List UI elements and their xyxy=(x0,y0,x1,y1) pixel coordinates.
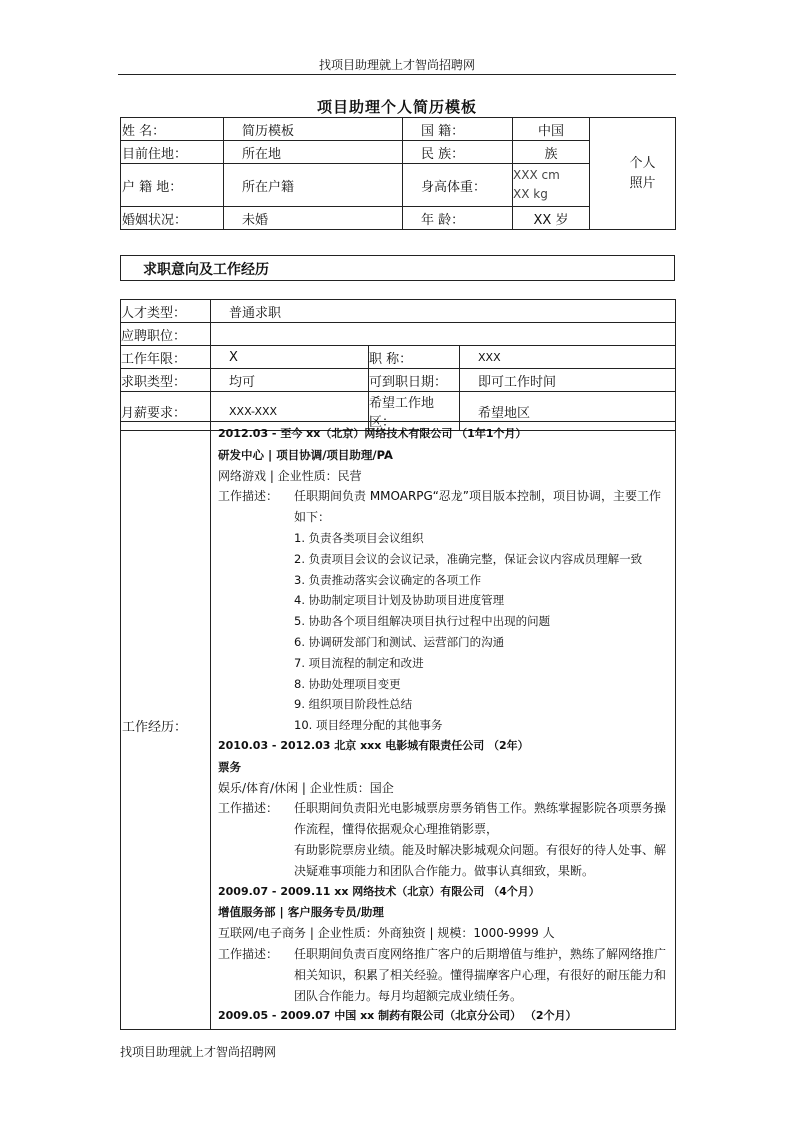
job-description xyxy=(218,486,671,528)
job-header: 2012.03 - 至今 xx（北京）网络技术有限公司 （1年1个月） xyxy=(218,427,527,440)
duty-item: 2. 负责项目会议的会议记录，准确完整，保证会议内容成员理解一致 xyxy=(294,551,643,566)
jobtype-value: 均可 xyxy=(211,369,369,392)
weight-value: XX kg xyxy=(513,187,548,201)
name-label: 姓 名： xyxy=(121,118,224,141)
description-label: 工作描述： xyxy=(218,489,279,504)
job-header: 2009.07 - 2009.11 xx 网络技术（北京）有限公司 （4个月） xyxy=(218,884,540,898)
description-text: 任职期间负责百度网络推广客户的后期增值与维护，熟练了解网络推广相关知识，积累了相关经验。懂得揣摩客户心理，有很好的耐压能力和团队合作能力。每月均超额完成业绩任务。 xyxy=(294,946,667,1003)
marital-label: 婚姻状况： xyxy=(121,207,224,230)
age-value: XX 岁 xyxy=(513,207,590,230)
area-label: 希望工作地区： xyxy=(369,392,460,431)
nationality-value: 中国 xyxy=(513,118,590,141)
position-label: 应聘职位： xyxy=(121,323,211,346)
job-industry: 网络游戏 | 企业性质：民营 xyxy=(218,468,362,483)
description-label: 工作描述： xyxy=(218,801,279,816)
marital-value: 未婚 xyxy=(224,207,403,230)
ethnicity-value: 族 xyxy=(513,141,590,164)
photo-text-2: 照片 xyxy=(629,175,656,191)
height-weight-value xyxy=(513,164,590,207)
duty-item: 6. 协调研发部门和测试、运营部门的沟通 xyxy=(294,634,505,649)
duty-item: 8. 协助处理项目变更 xyxy=(294,676,401,691)
age-label: 年 龄： xyxy=(403,207,513,230)
section-heading: 求职意向及工作经历 xyxy=(143,262,269,278)
job-description xyxy=(218,798,671,881)
area-value: 希望地区 xyxy=(460,392,676,431)
page-footer: 找项目助理就上才智尚招聘网 xyxy=(120,1045,277,1059)
jobtitle-label: 职 称： xyxy=(369,346,460,369)
start-date-value: 即可工作时间 xyxy=(460,369,676,392)
experience-label: 工作经历： xyxy=(121,422,211,1030)
job-industry: 娱乐/体育/休闲 | 企业性质：国企 xyxy=(218,780,394,795)
header-rule xyxy=(118,74,676,75)
salary-label: 月薪要求： xyxy=(121,392,211,431)
duty-item: 10. 项目经理分配的其他事务 xyxy=(294,718,443,733)
job-intent-table xyxy=(120,299,676,431)
hukou-label: 户 籍 地： xyxy=(121,164,224,207)
start-date-label: 可到职日期： xyxy=(369,369,460,392)
jobtitle-value: XXX xyxy=(460,346,676,369)
page-header: 找项目助理就上才智尚招聘网 xyxy=(318,58,475,72)
duty-item: 9. 组织项目阶段性总结 xyxy=(294,697,413,712)
talent-type-label: 人才类型： xyxy=(121,300,211,323)
work-experience-table xyxy=(120,421,676,1030)
name-value: 简历模板 xyxy=(224,118,403,141)
ethnicity-label: 民 族： xyxy=(403,141,513,164)
photo-placeholder xyxy=(590,118,676,230)
section-heading-box xyxy=(120,255,675,281)
residence-label: 目前住地： xyxy=(121,141,224,164)
years-label: 工作年限： xyxy=(121,346,211,369)
height-weight-label: 身高体重： xyxy=(403,164,513,207)
duty-item: 5. 协助各个项目组解决项目执行过程中出现的问题 xyxy=(294,614,551,629)
residence-value: 所在地 xyxy=(224,141,403,164)
description-label: 工作描述： xyxy=(218,946,279,961)
job-header: 2009.05 - 2009.07 中国 xx 制药有限公司（北京分公司） （2个月） xyxy=(218,1009,577,1023)
job-department: 增值服务部 | 客户服务专员/助理 xyxy=(218,905,384,920)
job-department: 票务 xyxy=(218,759,241,774)
job-header: 2010.03 - 2012.03 北京 xxx 电影城有限责任公司 （2年） xyxy=(218,738,529,752)
talent-type-value: 普通求职 xyxy=(211,300,676,323)
job-department: 研发中心 | 项目协调/项目助理/PA xyxy=(218,447,393,462)
personal-info-table xyxy=(120,117,676,230)
description-paragraph: 任职期间负责阳光电影城票房票务销售工作。熟练掌握影院各项票务操作流程，懂得依据观众心理推销影票， xyxy=(294,801,667,837)
duty-item: 1. 负责各类项目会议组织 xyxy=(294,530,424,545)
duty-item: 3. 负责推动落实会议确定的各项工作 xyxy=(294,572,482,587)
salary-value: XXX-XXX xyxy=(211,392,369,431)
position-value xyxy=(211,323,676,346)
nationality-label: 国 籍： xyxy=(403,118,513,141)
document-title: 项目助理个人简历模板 xyxy=(316,98,477,116)
photo-text-1: 个人 xyxy=(629,155,656,171)
experience-body xyxy=(211,422,676,1030)
job-description xyxy=(218,944,671,1006)
job-industry: 互联网/电子商务 | 企业性质：外商独资 | 规模：1000-9999 人 xyxy=(218,926,555,941)
hukou-value: 所在户籍 xyxy=(224,164,403,207)
description-text xyxy=(294,798,671,881)
height-value: XXX cm xyxy=(513,168,560,182)
description-text: 任职期间负责 MMOARPG“忍龙”项目版本控制，项目协调，主要工作如下： xyxy=(294,489,662,525)
duty-item: 7. 项目流程的制定和改进 xyxy=(294,655,424,670)
description-paragraph: 有助影院票房业绩。能及时解决影城观众问题。有很好的待人处事、解决疑难事项能力和团队合作能力。做事认真细致，果断。 xyxy=(294,842,667,878)
duty-item: 4. 协助制定项目计划及协助项目进度管理 xyxy=(294,593,505,608)
years-value: X xyxy=(211,346,369,369)
jobtype-label: 求职类型： xyxy=(121,369,211,392)
